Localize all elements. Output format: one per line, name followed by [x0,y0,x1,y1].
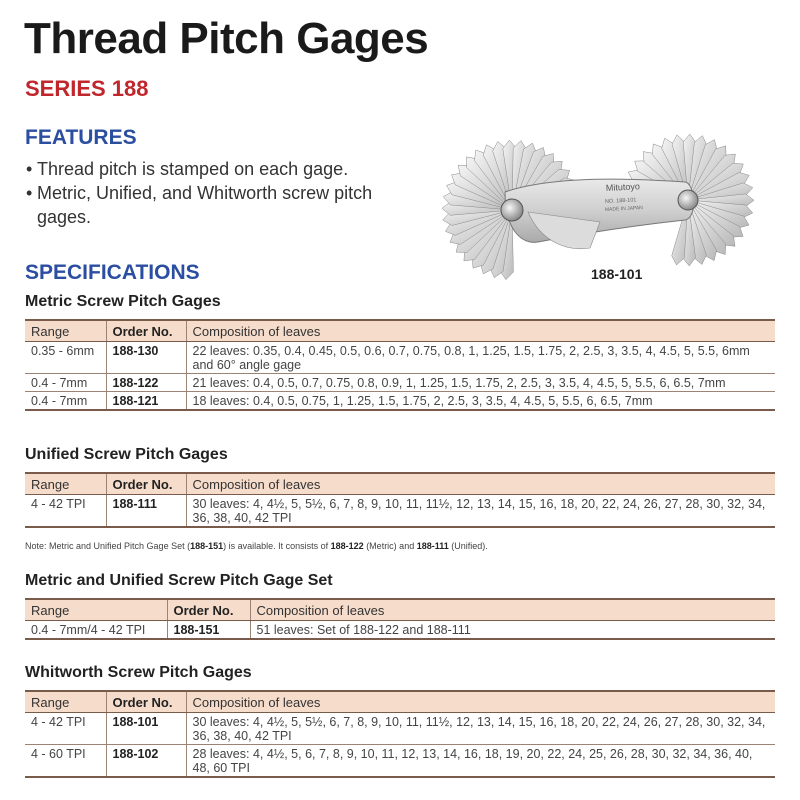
range-cell: 4 - 60 TPI [25,745,106,778]
model-stamp: NO. 188-101 [604,197,637,205]
composition-cell: 18 leaves: 0.4, 0.5, 0.75, 1, 1.25, 1.5, 1.75, 2, 2.5, 3, 3.5, 4, 4.5, 5, 5.5, 6, 6.5, 7mm [186,392,775,411]
whitworth-table [25,690,775,778]
right-pivot-screw [678,190,698,210]
photo-caption: 188-101 [591,266,643,282]
order-cell: 188-122 [106,374,186,392]
composition-cell: 22 leaves: 0.35, 0.4, 0.45, 0.5, 0.6, 0.7, 0.75, 0.8, 1, 1.25, 1.5, 1.75, 2, 2.5, 3, 3.5, 4, 4.5, 5, 5.5, 6mm and 60° angle gage [186,342,775,374]
table-header-row [25,320,775,342]
table-header-row [25,599,775,621]
col-header-range: Range [25,691,106,713]
table-row [25,745,775,778]
specifications-heading: SPECIFICATIONS [25,261,200,284]
composition-cell: 30 leaves: 4, 4½, 5, 5½, 6, 7, 8, 9, 10, 11, 11½, 12, 13, 14, 15, 16, 18, 20, 22, 24, 26, 27, 28, 30, 32, 34, 36, 38, 40, 42 TPI [186,495,775,528]
set-table [25,598,775,640]
table-row [25,374,775,392]
col-header-range: Range [25,599,167,621]
col-header-composition: Composition of leaves [186,691,775,713]
left-pivot-screw [501,199,523,221]
order-cell: 188-102 [106,745,186,778]
whitworth-table-title: Whitworth Screw Pitch Gages [25,664,252,681]
table-row [25,713,775,745]
features-heading: FEATURES [25,126,137,149]
origin-stamp: MADE IN JAPAN [604,205,644,213]
range-cell: 4 - 42 TPI [25,495,106,528]
order-cell: 188-151 [167,621,250,640]
table-row [25,392,775,411]
order-cell: 188-111 [106,495,186,528]
metric-table-title: Metric Screw Pitch Gages [25,293,221,310]
col-header-range: Range [25,320,106,342]
table-row [25,495,775,528]
product-photo [430,130,780,280]
table-header-row [25,473,775,495]
unified-table [25,472,775,528]
metric-table [25,319,775,411]
features-list [26,157,416,229]
col-header-order: Order No. [106,691,186,713]
feature-item: • Metric, Unified, and Whitworth screw pitch gages. [26,181,416,229]
range-cell: 0.4 - 7mm/4 - 42 TPI [25,621,167,640]
col-header-order: Order No. [167,599,250,621]
page-title: Thread Pitch Gages [24,14,429,63]
composition-cell: 30 leaves: 4, 4½, 5, 5½, 6, 7, 8, 9, 10, 11, 11½, 12, 13, 14, 15, 16, 18, 20, 22, 24, 26, 27, 28, 30, 32, 34, 36, 38, 40, 42 TPI [186,713,775,745]
series-label: SERIES 188 [25,76,149,101]
unified-table-title: Unified Screw Pitch Gages [25,446,228,463]
set-availability-note: Note: Metric and Unified Pitch Gage Set (188-151) is available. It consists of 188-122 (Metric) and 188-111 (Unified). [25,541,488,551]
table-row [25,621,775,640]
col-header-order: Order No. [106,473,186,495]
col-header-range: Range [25,473,106,495]
set-table-title: Metric and Unified Screw Pitch Gage Set [25,572,333,589]
order-cell: 188-121 [106,392,186,411]
brand-stamp: Mitutoyo [605,181,641,193]
composition-cell: 51 leaves: Set of 188-122 and 188-111 [250,621,775,640]
order-cell: 188-101 [106,713,186,745]
col-header-composition: Composition of leaves [250,599,775,621]
table-header-row [25,691,775,713]
composition-cell: 21 leaves: 0.4, 0.5, 0.7, 0.75, 0.8, 0.9, 1, 1.25, 1.5, 1.75, 2, 2.5, 3, 3.5, 4, 4.5, 5, 5.5, 6, 6.5, 7mm [186,374,775,392]
order-cell: 188-130 [106,342,186,374]
composition-cell: 28 leaves: 4, 4½, 5, 6, 7, 8, 9, 10, 11, 12, 13, 14, 16, 18, 19, 20, 22, 24, 25, 26, 28, 30, 32, 34, 36, 40, 48, 60 TPI [186,745,775,778]
gage-body [505,179,694,242]
range-cell: 0.35 - 6mm [25,342,106,374]
col-header-order: Order No. [106,320,186,342]
range-cell: 4 - 42 TPI [25,713,106,745]
col-header-composition: Composition of leaves [186,473,775,495]
table-row [25,342,775,374]
feature-item: • Thread pitch is stamped on each gage. [26,157,416,181]
range-cell: 0.4 - 7mm [25,392,106,411]
range-cell: 0.4 - 7mm [25,374,106,392]
col-header-composition: Composition of leaves [186,320,775,342]
